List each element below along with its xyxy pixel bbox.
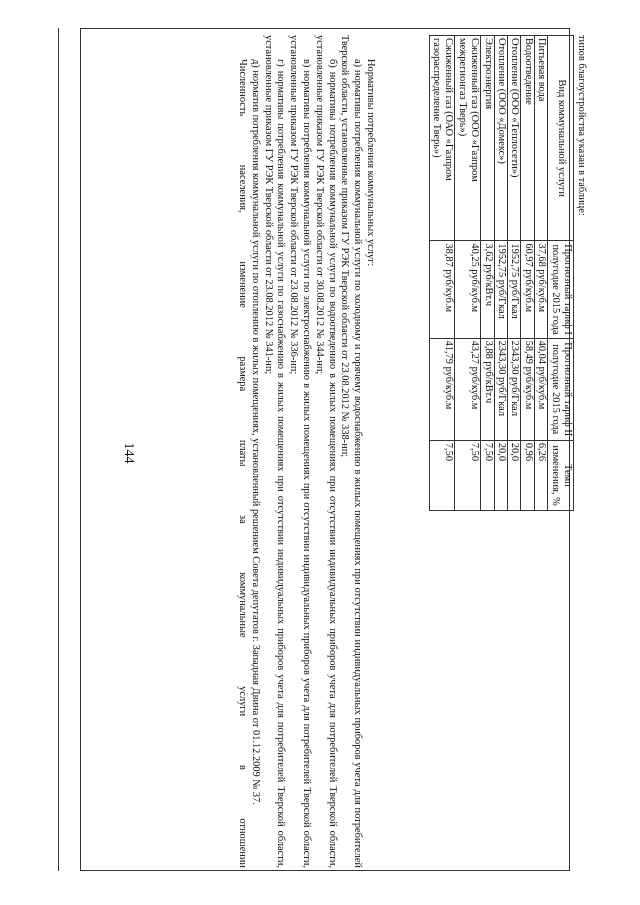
table-header-row — [548, 36, 574, 511]
header-change: Темп изменения, % — [548, 440, 574, 510]
table-intro: типов благоустройства указан в таблице: — [576, 35, 587, 216]
cell-change: 7,50 — [455, 440, 481, 510]
page-number: 144 — [121, 442, 136, 464]
cell-service: Сжиженный газ (ОАО «Газпром газораспределение Тверь») — [429, 36, 455, 241]
cell-service: Отопление (ООО «Домекс») — [494, 36, 507, 241]
paragraph-norm-d: д) норматив потребления коммунальной услуги по отоплению в жилых помещениях, установленный решением Совета депутатов г. Западная Двина от 01.12.2009 № 37. — [249, 59, 261, 805]
cell-tariff-h1: 37,68 руб/куб.м — [534, 241, 547, 338]
table-row — [507, 36, 520, 511]
paragraph-norm-b: б) нормативы потребления коммунальной услуги по водоотведению в жилых помещениях при отсутствии индивидуальных приборов учета для потребителей Тверской области, установленные приказом ГУ РЭК Тверской области от 30.08.2012 № 344-нп; — [313, 35, 338, 868]
cell-service: Водоотведение — [521, 36, 534, 241]
cell-service: Сжиженный газ (ООО «Газпром межрегионгаз Тверь») — [455, 36, 481, 241]
cell-tariff-h1: 38,87 руб/куб.м — [429, 241, 455, 338]
cell-service: Питьевая вода — [534, 36, 547, 241]
cell-change: 7,50 — [429, 440, 455, 510]
table-row — [494, 36, 507, 511]
paragraph-norm-a: а) нормативы потребления коммунальной услуги по холодному и горячему водоснабжению в жилых помещениях при отсутствии индивидуальных приборов учета для потребителей Тверской области, установленные приказом ГУ РЭК Тверской области от 23.08.2012 № 338-нп; — [339, 35, 364, 868]
cell-change: 0,96 — [521, 440, 534, 510]
cell-service: Отопление (ООО «Теплосети») — [507, 36, 520, 241]
cell-tariff-h2: 2343,30 руб/Гкал — [494, 338, 507, 440]
header-tariff-h2: Прогнозный тариф II полугодие 2015 года — [548, 338, 574, 440]
header-tariff-h1: Прогнозный тариф I полугодие 2015 года — [548, 241, 574, 338]
table-row — [521, 36, 534, 511]
cell-change: 7,50 — [481, 440, 494, 510]
table-row — [429, 36, 455, 511]
cell-change: 6,26 — [534, 440, 547, 510]
left-margin-line — [58, 28, 59, 871]
table-row — [534, 36, 547, 511]
cell-service: Электроэнергия — [481, 36, 494, 241]
cell-change: 20,0 — [494, 440, 507, 510]
paragraph-norm-g: г) нормативы потребления коммунальной услуги по газоснабжению в жилых помещениях при отсутствии индивидуальных приборов учета для потребителей Тверской области, установленные приказом ГУ РЭК Тверской области от 23.08.2012 № 341-нп; — [262, 35, 287, 868]
cell-change: 20,0 — [507, 440, 520, 510]
cell-tariff-h2: 2343,30 руб/Гкал — [507, 338, 520, 440]
tariff-table — [429, 35, 574, 511]
paragraph-norms-heading: Нормативы потребления коммунальных услуг: — [365, 59, 376, 267]
cell-tariff-h2: 58,49 руб/куб.м — [521, 338, 534, 440]
paragraph-norm-v: в) нормативы потребления коммунальной услуги по электроснабжению в жилых помещениях при отсутствии индивидуальных приборов учета для потребителей Тверской области, установленные приказом ГУ РЭК Тверской области от 23.08.2012 № 336-нп; — [288, 35, 313, 868]
cell-tariff-h2: 40,04 руб/куб.м — [534, 338, 547, 440]
cell-tariff-h2: 43,27 руб/куб.м — [455, 338, 481, 440]
rotated-content — [142, 35, 587, 868]
table-row — [481, 36, 494, 511]
table-row — [455, 36, 481, 511]
body-text — [235, 35, 376, 868]
cell-tariff-h2: 3,88 руб/кВт.ч — [481, 338, 494, 440]
cell-tariff-h1: 40,25 руб/куб.м — [455, 241, 481, 338]
cell-tariff-h1: 3,62 руб/кВт.ч — [481, 241, 494, 338]
cell-tariff-h1: 1952,75 руб/Гкал — [507, 241, 520, 338]
cell-tariff-h1: 1952,75 руб/Гкал — [494, 241, 507, 338]
cell-tariff-h2: 41,79 руб/куб.м — [429, 338, 455, 440]
header-service: Вид коммунальной услуги — [548, 36, 574, 241]
paragraph-population: Численность населения, изменение размера платы за коммунальные услуги в отношении — [237, 59, 249, 868]
cell-tariff-h1: 60,97 руб/куб.м — [521, 241, 534, 338]
